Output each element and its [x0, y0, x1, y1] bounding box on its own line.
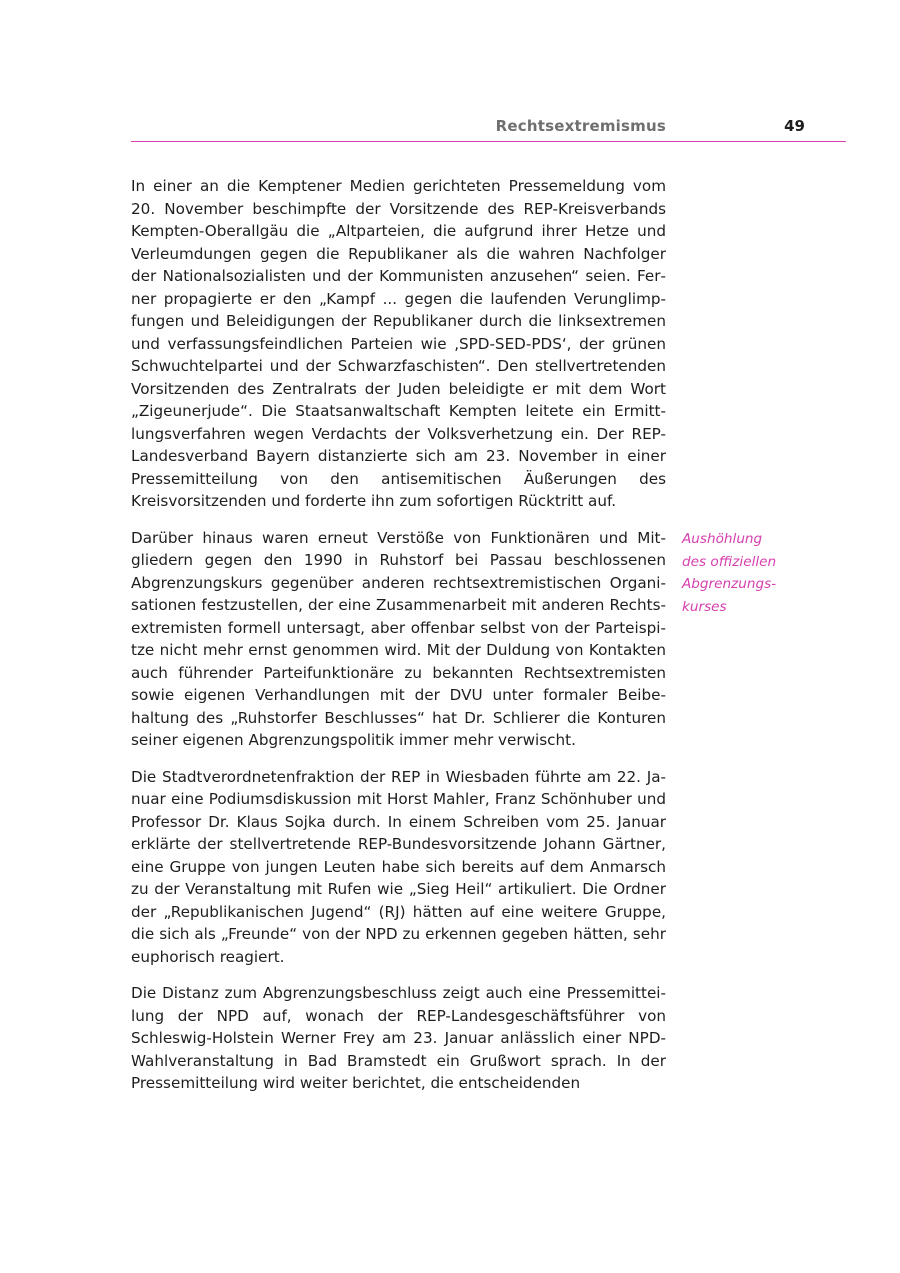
margin-note: [682, 528, 792, 618]
chapter-title: Rechtsextremismus: [495, 117, 666, 135]
running-header: [131, 117, 846, 142]
paragraph-4: Die Distanz zum Abgrenzungsbeschluss zeigt auch eine Pressemitteilung der NPD auf, wonach der REP-Landesgeschäftsführer von Schleswig-Holstein Werner Frey am 23. Januar anlässlich einer NPD-Wahlveranstaltung in Bad Bramstedt ein Grußwort sprach. In der Pressemitteilung wird weiter berichtet, die entscheidenden: [131, 984, 666, 1092]
margin-note-line: des offiziellen: [682, 553, 777, 570]
paragraph-1: In einer an die Kemptener Medien gerichteten Pressemeldung vom 20. November beschimpfte der Vorsitzende des REP-Kreisverbands Kempten-Oberallgäu die „Altparteien, die aufgrund ihrer Hetze und Verleumdungen gegen die Republikaner als die wahren Nachfolger der Nationalsozialisten und der Kommunisten anzusehen“ seien. Ferner propagierte er den „Kampf ... gegen die laufenden Verunglimpfungen und Beleidigungen der Republikaner durch die linksextremen und verfassungsfeindlichen Parteien wie ‚SPD-SED-PDS‘, der grünen Schwuchtelpartei und der Schwarzfaschisten“. Den stellvertretenden Vorsitzenden des Zentralrats der Juden beleidigte er mit dem Wort „Zigeunerjude“. Die Staatsanwaltschaft Kempten leitete ein Ermittlungsverfahren wegen Verdachts der Volksverhetzung ein. Der REP-Landesverband Bayern distanzierte sich am 23. November in einer Pressemitteilung von den antisemitischen Äußerungen des Kreisvorsitzenden und forderte ihn zum sofortigen Rücktritt auf.: [131, 177, 666, 510]
margin-note-line: Aushöhlung: [682, 531, 763, 547]
body-text: [131, 175, 666, 1109]
margin-note-line: kurses: [682, 598, 727, 615]
page-number: 49: [784, 117, 805, 135]
paragraph-3: Die Stadtverordnetenfraktion der REP in Wiesbaden führte am 22. Januar eine Podiumsdiskussion mit Horst Mahler, Franz Schönhuber und Professor Dr. Klaus Sojka durch. In einem Schreiben vom 25. Januar erklärte der stellvertretende REP-Bundesvorsitzende Johann Gärtner, eine Gruppe von jungen Leuten habe sich bereits auf dem Anmarsch zu der Veranstaltung mit Rufen wie „Sieg Heil“ artikuliert. Die Ordner der „Republikanischen Jugend“ (RJ) hätten auf eine weitere Gruppe, die sich als „Freunde“ von der NPD zu erkennen gegeben hätten, sehr euphorisch reagiert.: [131, 767, 666, 966]
paragraph-2: Darüber hinaus waren erneut Verstöße von Funktionären und Mitgliedern gegen den 1990 in Ruhstorf bei Passau beschlossenen Abgrenzungskurs gegenüber anderen rechtsextremistischen Organisationen festzustellen, der eine Zusammenarbeit mit anderen Rechtsextremisten formell untersagt, aber offenbar selbst von der Parteispitze nicht mehr ernst genommen wird. Mit der Duldung von Kontakten auch führender Parteifunktionäre zu bekannten Rechtsextremisten sowie eigenen Verhandlungen mit der DVU unter formaler Beibehaltung des „Ruhstorfer Beschlusses“ hat Dr. Schlierer die Konturen seiner eigenen Abgrenzungspolitik immer mehr verwischt.: [131, 528, 666, 749]
margin-note-line: Abgrenzungs-: [682, 576, 777, 592]
